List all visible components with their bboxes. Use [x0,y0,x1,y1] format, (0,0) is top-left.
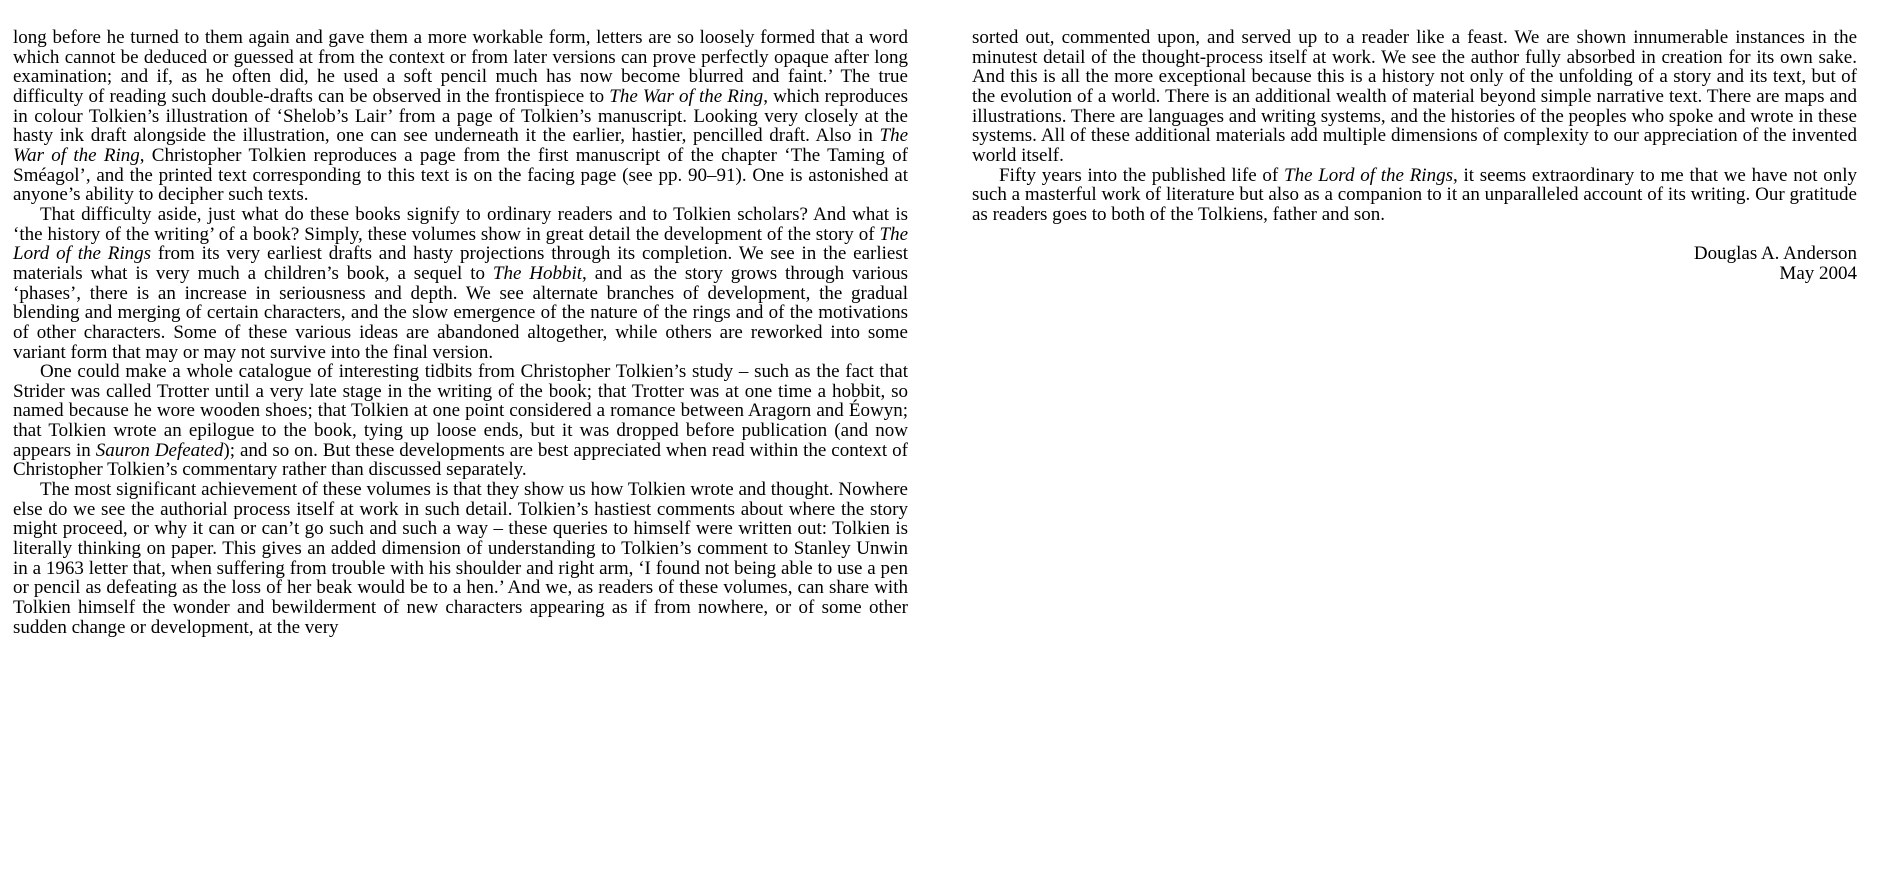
signature-name: Douglas A. Anderson [1693,243,1857,265]
paragraph: sorted out, commented upon, and served up to a reader like a feast. We are shown innumerable instances in the minutest detail of the thought-process itself at work. We see the author fully absorbed in creation for its own sake. And this is all the more exceptional because this is a history not only of the unfolding of a story and its text, but of the evolution of a world. There is an additional wealth of material beyond simple narrative text. There are maps and illustrations. There are languages and writing systems, and the histories of the peoples who spoke and wrote in these systems. All of these additional materials add multiple dimensions of complexity to our appreciation of the invented world itself. [972,27,1857,166]
paragraph: long before he turned to them again and gave them a more workable form, letters are so loosely formed that a word which cannot be deduced or guessed at from the context or from later versions can prove perfectly opaque after long examination; and if, as he often did, he used a soft pencil much has now become blurred and faint.’ The true difficulty of reading such double-drafts can be observed in the frontispiece to The War of the Ring, which reproduces in colour Tolkien’s illustration of ‘Shelob’s Lair’ from a page of Tolkien’s manuscript. Looking very closely at the hasty ink draft alongside the illustration, one can see underneath it the earlier, hastier, pencilled draft. Also in The War of the Ring, Christopher Tolkien reproduces a page from the first manuscript of the chapter ‘The Taming of Sméagol’, and the printed text corresponding to this text is on the facing page (see pp. 90–91). One is astonished at anyone’s ability to decipher such texts. [13,27,908,206]
paragraph: The most significant achievement of these volumes is that they show us how Tolkien wrote and thought. Nowhere else do we see the authorial process itself at work in such detail. Tolkien’s hastiest comments about where the story might proceed, or why it can or can’t go such and such a way – these queries to himself were written out: Tolkien is literally thinking on paper. This gives an added dimension of understanding to Tolkien’s comment to Stanley Unwin in a 1963 letter that, when suffering from trouble with his shoulder and right arm, ‘I found not being able to use a pen or pencil as defeating as the loss of her beak would be to a hen.’ And we, as readers of these volumes, can share with Tolkien himself the wonder and bewilderment of new characters appearing as if from nowhere, or of some other sudden change or development, at the very [13,479,908,638]
paragraph: Fifty years into the published life of The Lord of the Rings, it seems extraordinary to me that we have not only such a masterful work of literature but also as a companion to it an unparalleled account of its writing. Our gratitude as readers goes to both of the Tolkiens, father and son. [972,164,1857,225]
signature-block [972,244,1857,283]
text-column-right [972,0,1857,284]
text-column-left [13,0,908,637]
signature-date: May 2004 [1779,262,1857,284]
paragraph: One could make a whole catalogue of interesting tidbits from Christopher Tolkien’s study – such as the fact that Strider was called Trotter until a very late stage in the writing of the book; that Trotter was at one time a hobbit, so named because he wore wooden shoes; that Tolkien at one point considered a romance between Aragorn and Éowyn; that Tolkien wrote an epilogue to the book, tying up loose ends, but it was dropped before publication (and now appears in Sauron Defeated); and so on. But these developments are best appreciated when read within the context of Christopher Tolkien’s commentary rather than discussed separately. [13,361,908,481]
paragraph: That difficulty aside, just what do these books signify to ordinary readers and to Tolkien scholars? And what is ‘the history of the writing’ of a book? Simply, these volumes show in great detail the development of the story of The Lord of the Rings from its very earliest drafts and hasty projections through its completion. We see in the earliest materials what is very much a children’s book, a sequel to The Hobbit, and as the story grows through various ‘phases’, there is an increase in seriousness and depth. We see alternate branches of development, the gradual blending and merging of certain characters, and the slow emergence of the nature of the rings and of the motivations of other characters. Some of these various ideas are abandoned altogether, while others are reworked into some variant form that may or may not survive into the final version. [13,203,908,363]
text-column-right-paragraphs [972,28,1857,225]
